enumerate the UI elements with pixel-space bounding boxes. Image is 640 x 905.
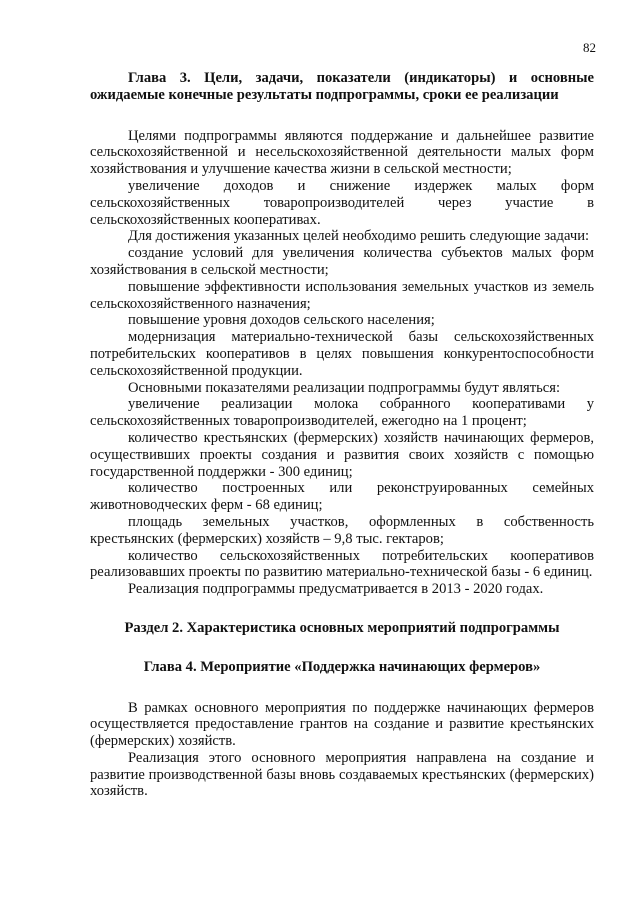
paragraph-goal-income: увеличение доходов и снижение издержек малых форм сельскохозяйственных товаропроизводителей через участие в сельскохозяйственных кооперативах. xyxy=(90,177,594,228)
paragraph-indicator-1: увеличение реализации молока собранного кооперативами у сельскохозяйственных товаропроизводителей, ежегодно на 1 процент; xyxy=(90,396,594,430)
section-2-heading: Раздел 2. Характеристика основных мероприятий подпрограммы xyxy=(124,619,560,636)
paragraph-tasks-intro: Для достижения указанных целей необходимо решить следующие задачи: xyxy=(128,228,590,245)
paragraph-indicator-5: количество сельскохозяйственных потребительских кооперативов реализовавших проекты по развитию материально-технической базы - 6 единиц. xyxy=(90,547,594,581)
paragraph-period: Реализация подпрограммы предусматривается в 2013 - 2020 годах. xyxy=(128,581,544,598)
page-number: 82 xyxy=(583,40,596,55)
paragraph-goals: Целями подпрограммы являются поддержание и дальнейшее развитие сельскохозяйственной и несельскохозяйственной деятельности малых форм хозяйствования и улучшение качества жизни в сельской местности; xyxy=(90,127,594,178)
paragraph-task-3: повышение уровня доходов сельского населения; xyxy=(128,312,435,329)
paragraph-indicators-intro: Основными показателями реализации подпрограммы будут являться: xyxy=(128,379,561,396)
paragraph-indicator-3: количество построенных или реконструированных семейных животноводческих ферм - 68 единиц; xyxy=(90,480,594,514)
paragraph-task-1: создание условий для увеличения количества субъектов малых форм хозяйствования в сельской местности; xyxy=(90,245,594,278)
paragraph-indicator-4: площадь земельных участков, оформленных в собственность крестьянских (фермерских) хозяйств – 9,8 тыс. гектаров; xyxy=(90,513,594,547)
document-body xyxy=(90,70,594,800)
paragraph-realization: Реализация этого основного мероприятия направлена на создание и развитие производственной базы вновь создаваемых крестьянских (фермерских) хозяйств. xyxy=(90,749,594,800)
paragraph-indicator-2: количество крестьянских (фермерских) хозяйств начинающих фермеров, осуществивших проекты создания и развития своих хозяйств с помощью государственной поддержки - 300 единиц; xyxy=(90,429,594,480)
paragraph-task-2: повышение эффективности использования земельных участков из земель сельскохозяйственного назначения; xyxy=(90,278,594,312)
chapter-3-heading: Глава 3. Цели, задачи, показатели (индикаторы) и основные ожидаемые конечные результаты подпрограммы, сроки ее реализации xyxy=(90,70,594,103)
paragraph-task-4: модернизация материально-технической базы сельскохозяйственных потребительских кооперативов в целях повышения конкурентоспособности сельскохозяйственной продукции. xyxy=(90,329,594,379)
chapter-4-heading: Глава 4. Мероприятие «Поддержка начинающих фермеров» xyxy=(143,658,541,675)
paragraph-grants: В рамках основного мероприятия по поддержке начинающих фермеров осуществляется предоставление грантов на создание и развитие крестьянских (фермерских) хозяйств. xyxy=(90,699,594,750)
